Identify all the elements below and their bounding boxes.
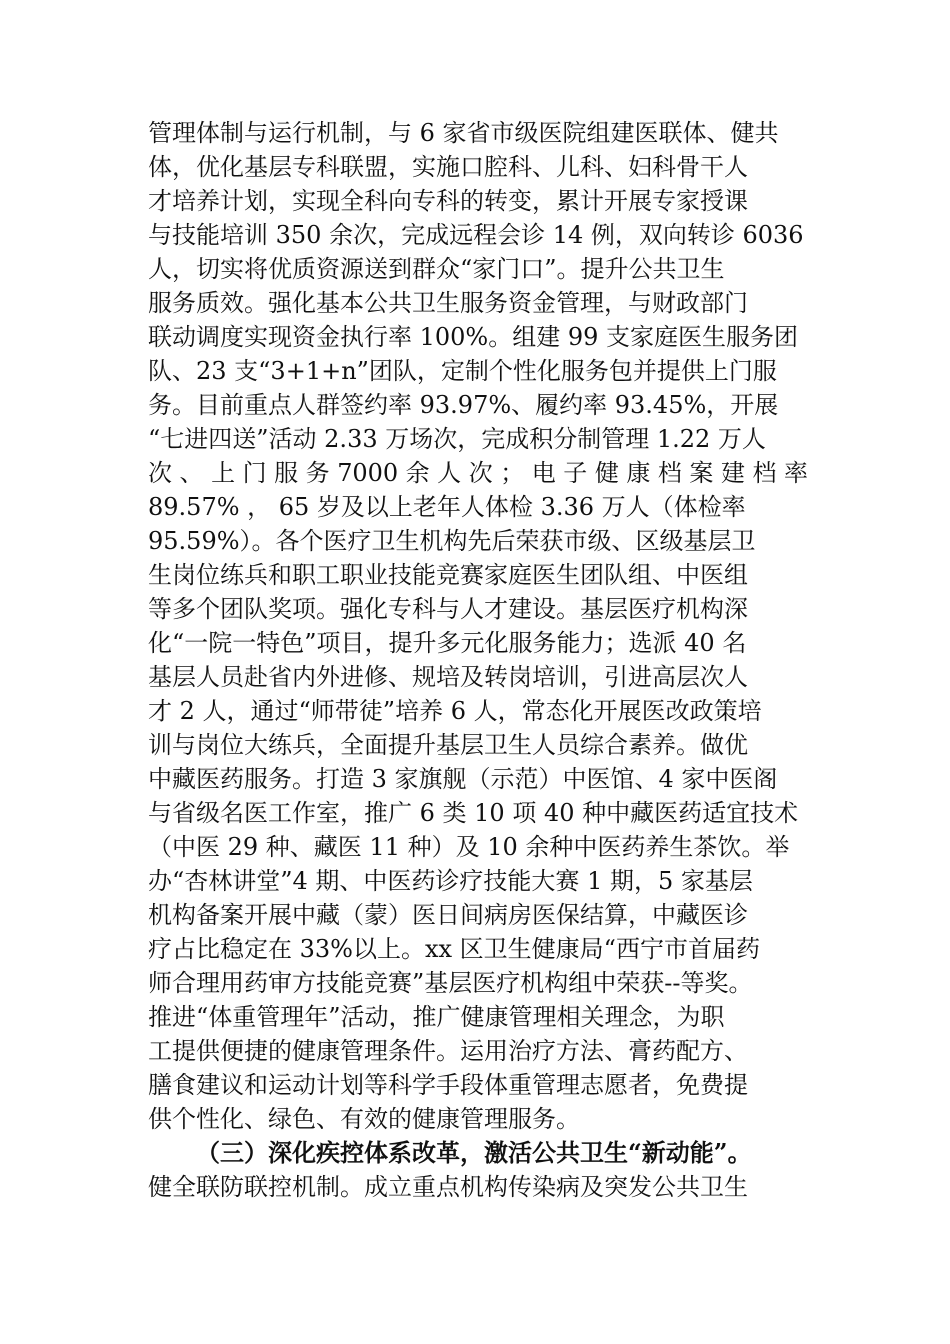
paragraph-line: “七进四送”活动 2.33 万场次，完成积分制管理 1.22 万人 — [148, 425, 766, 453]
paragraph-line: 与技能培训 350 余次，完成远程会诊 14 例，双向转诊 6036 — [148, 221, 804, 249]
paragraph-line: 疗占比稳定在 33%以上。xx 区卫生健康局“西宁市首届药 — [148, 935, 760, 963]
paragraph-line: 体，优化基层专科联盟，实施口腔科、儿科、妇科骨干人 — [148, 153, 748, 181]
paragraph-line: 89.57% ， 65 岁及以上老年人体检 3.36 万人（体检率 — [148, 493, 746, 521]
paragraph-line: 办“杏林讲堂”4 期、中医药诊疗技能大赛 1 期，5 家基层 — [148, 867, 753, 895]
paragraph-line: 工提供便捷的健康管理条件。运用治疗方法、膏药配方、 — [148, 1037, 748, 1065]
paragraph-line: 人，切实将优质资源送到群众“家门口”。提升公共卫生 — [148, 255, 725, 283]
paragraph-line: 管理体制与运行机制，与 6 家省市级医院组建医联体、健共 — [148, 119, 779, 147]
paragraph-line: （中医 29 种、藏医 11 种）及 10 余种中医药养生茶饮。举 — [148, 833, 790, 861]
paragraph-line: 训与岗位大练兵，全面提升基层卫生人员综合素养。做优 — [148, 731, 748, 759]
paragraph-line: 95.59%）。各个医疗卫生机构先后荣获市级、区级基层卫 — [148, 527, 756, 555]
paragraph-line: 务。目前重点人群签约率 93.97%、履约率 93.45%，开展 — [148, 391, 779, 419]
paragraph-line: 健全联防联控机制。成立重点机构传染病及突发公共卫生 — [148, 1173, 748, 1201]
paragraph-line: 次 、 上 门 服 务 7000 余 人 次 ； 电 子 健 康 档 案 建 档 率 — [148, 459, 808, 487]
paragraph-line: 师合理用药审方技能竞赛”基层医疗机构组中荣获--等奖。 — [148, 969, 753, 997]
paragraph-line: 基层人员赴省内外进修、规培及转岗培训，引进高层次人 — [148, 663, 748, 691]
paragraph-line: 等多个团队奖项。强化专科与人才建设。基层医疗机构深 — [148, 595, 748, 623]
paragraph-line: 才培养计划，实现全科向专科的转变，累计开展专家授课 — [148, 187, 748, 215]
paragraph-line: 联动调度实现资金执行率 100%。组建 99 支家庭医生服务团 — [148, 323, 799, 351]
paragraph-line: 膳食建议和运动计划等科学手段体重管理志愿者，免费提 — [148, 1071, 748, 1099]
paragraph-line: 队、23 支“3+1+n”团队，定制个性化服务包并提供上门服 — [148, 357, 777, 385]
paragraph-line: 机构备案开展中藏（蒙）医日间病房医保结算，中藏医诊 — [148, 901, 748, 929]
paragraph-line: 服务质效。强化基本公共卫生服务资金管理，与财政部门 — [148, 289, 748, 317]
paragraph-line: 化“一院一特色”项目，提升多元化服务能力；选派 40 名 — [148, 629, 747, 657]
section-heading: （三）深化疾控体系改革，激活公共卫生“新动能”。 — [196, 1138, 752, 1167]
paragraph-line: 才 2 人，通过“师带徒”培养 6 人，常态化开展医改政策培 — [148, 697, 762, 725]
paragraph-line: 与省级名医工作室，推广 6 类 10 项 40 种中藏医药适宜技术 — [148, 799, 799, 827]
paragraph-line: 供个性化、绿色、有效的健康管理服务。 — [148, 1105, 580, 1133]
paragraph-line: 生岗位练兵和职工职业技能竞赛家庭医生团队组、中医组 — [148, 561, 748, 589]
paragraph-line: 推进“体重管理年”活动，推广健康管理相关理念，为职 — [148, 1003, 725, 1031]
paragraph-line: 中藏医药服务。打造 3 家旗舰（示范）中医馆、4 家中医阁 — [148, 765, 778, 793]
document-body — [148, 116, 808, 1204]
